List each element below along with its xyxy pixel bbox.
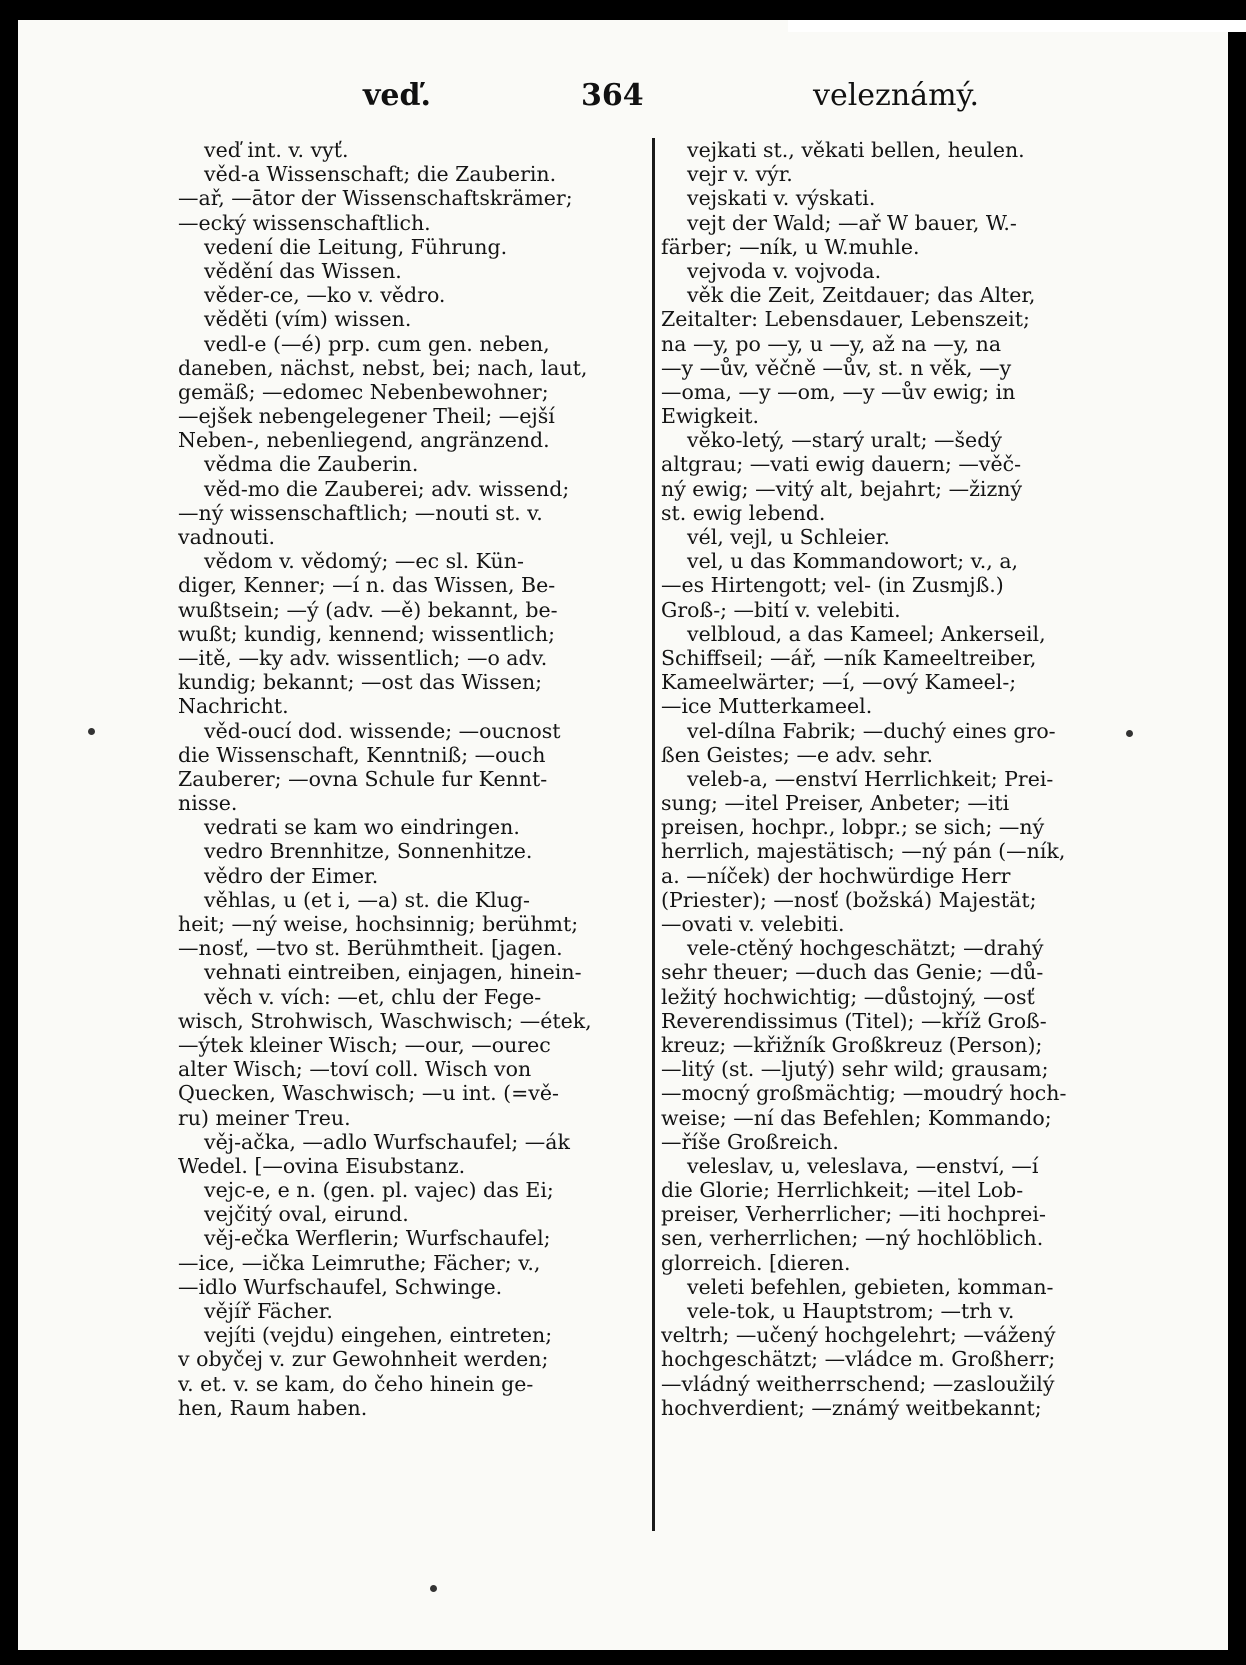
dictionary-line: vědění das Wissen.	[204, 258, 402, 283]
dictionary-line: vejíti (vejdu) eingehen, eintreten;	[204, 1323, 553, 1348]
left-column	[178, 138, 648, 1420]
dictionary-line: velbloud, a das Kameel; Ankerseil,	[687, 621, 1046, 646]
dictionary-line: Wedel. [—ovina Eisubstanz.	[178, 1153, 466, 1178]
dictionary-line: Ewigkeit.	[661, 404, 760, 429]
dictionary-line: hen, Raum haben.	[178, 1395, 368, 1420]
column-divider	[652, 138, 655, 1531]
dictionary-line: vejkati st., věkati bellen, heulen.	[687, 138, 1025, 162]
dictionary-line: vele-tok, u Hauptstrom; —trh v.	[687, 1299, 1015, 1323]
dictionary-line: veleti befehlen, gebieten, komman-	[687, 1274, 1054, 1299]
dictionary-line: —ýtek kleiner Wisch; —our, —ourec	[178, 1032, 551, 1057]
dictionary-line: die Wissenschaft, Kenntniß; —ouch	[178, 742, 546, 767]
dictionary-line: —oma, —y —om, —y —ův ewig; in	[661, 379, 1016, 404]
dictionary-line: ný ewig; —vitý alt, bejahrt; —žizný	[661, 476, 1023, 501]
scan-edge	[788, 20, 1246, 32]
dictionary-line: vehnati eintreiben, einjagen, hinein-	[204, 960, 582, 985]
dictionary-line: weise; —ní das Befehlen; Kommando;	[661, 1105, 1052, 1130]
dictionary-line: —itě, —ky adv. wissentlich; —o adv.	[178, 645, 548, 670]
dictionary-line: —říše Großreich.	[661, 1129, 839, 1154]
dictionary-line: ležitý hochwichtig; —důstojný, —osť	[661, 984, 1035, 1009]
dictionary-line: —ař, —ātor der Wissenschaftskrämer;	[178, 186, 573, 211]
dictionary-line: vejvoda v. vojvoda.	[687, 258, 882, 283]
dictionary-line: vele-ctěný hochgeschätzt; —drahý	[687, 936, 1044, 961]
dictionary-page	[18, 20, 1228, 1650]
dictionary-line: ru) meiner Treu.	[178, 1105, 351, 1130]
guide-word-left: veď.	[363, 78, 431, 113]
dictionary-line: a. —níček) der hochwürdige Herr	[661, 863, 1011, 888]
dictionary-line: vedro Brennhitze, Sonnenhitze.	[204, 839, 533, 864]
ink-speck	[88, 728, 95, 735]
dictionary-line: st. ewig lebend.	[661, 500, 826, 525]
dictionary-line: věd-a Wissenschaft; die Zauberin.	[204, 162, 557, 187]
dictionary-line: vejr v. výr.	[687, 162, 793, 187]
dictionary-line: —ovati v. velebiti.	[661, 912, 845, 936]
dictionary-line: Neben-, nebenliegend, angränzend.	[178, 428, 550, 453]
dictionary-line: —litý (st. —ljutý) sehr wild; grausam;	[661, 1057, 1049, 1082]
dictionary-line: —es Hirtengott; vel- (in Zusmjß.)	[661, 573, 1004, 598]
dictionary-line: —nosť, —tvo st. Berühmtheit. [jagen.	[178, 936, 563, 961]
dictionary-line: altgrau; —vati ewig dauern; —věč-	[661, 452, 1022, 477]
dictionary-line: sen, verherrlichen; —ný hochlöblich.	[661, 1226, 1044, 1251]
dictionary-line: vejskati v. výskati.	[687, 186, 876, 211]
dictionary-line: vědro der Eimer.	[204, 863, 379, 888]
dictionary-line: wußtsein; —ý (adv. —ě) bekannt, be-	[178, 597, 558, 622]
dictionary-line: glorreich. [dieren.	[661, 1250, 851, 1275]
dictionary-line: vedl-e (—é) prp. cum gen. neben,	[204, 331, 550, 356]
dictionary-line: vedení die Leitung, Führung.	[204, 234, 508, 259]
dictionary-line: Quecken, Waschwisch; —u int. (=vě-	[178, 1081, 559, 1106]
dictionary-line: —ice Mutterkameel.	[661, 694, 873, 719]
dictionary-line: věhlas, u (et i, —a) st. die Klug-	[204, 887, 530, 912]
running-header	[18, 78, 1228, 128]
dictionary-line: vél, vejl, u Schleier.	[687, 525, 890, 549]
dictionary-line: vedrati se kam wo eindringen.	[204, 815, 520, 840]
dictionary-line: na —y, po —y, u —y, až na —y, na	[661, 331, 1002, 356]
dictionary-line: nisse.	[178, 791, 238, 816]
dictionary-line: —idlo Wurfschaufel, Schwinge.	[178, 1274, 503, 1299]
dictionary-line: vějíř Fächer.	[204, 1299, 333, 1323]
dictionary-line: preiser, Verherrlicher; —iti hochprei-	[661, 1202, 1046, 1227]
dictionary-line: wußt; kundig, kennend; wissentlich;	[178, 621, 556, 646]
dictionary-line: veď int. v. vyť.	[204, 138, 349, 162]
dictionary-line: —y —ův, věčně —ův, st. n věk, —y	[661, 355, 1012, 380]
dictionary-line: —mocný großmächtig; —moudrý hoch-	[661, 1081, 1067, 1106]
dictionary-line: heit; —ný weise, hochsinnig; berühmt;	[178, 912, 579, 936]
dictionary-line: vědma die Zauberin.	[204, 452, 419, 477]
dictionary-line: Zeitalter: Lebensdauer, Lebenszeit;	[661, 307, 1030, 332]
dictionary-line: Reverendissimus (Titel); —kříž Groß-	[661, 1008, 1047, 1033]
dictionary-line: herrlich, majestätisch; —ný pán (—ník,	[661, 839, 1066, 864]
dictionary-line: vejčitý oval, eirund.	[204, 1202, 409, 1227]
dictionary-line: vel, u das Kommandowort; v., a,	[687, 549, 1019, 574]
dictionary-line: vadnouti.	[178, 525, 275, 549]
dictionary-line: hochverdient; —známý weitbekannt;	[661, 1395, 1042, 1420]
dictionary-line: preisen, hochpr., lobpr.; se sich; —ný	[661, 815, 1045, 840]
dictionary-line: die Glorie; Herrlichkeit; —itel Lob-	[661, 1178, 1024, 1203]
dictionary-line: veleslav, u, veleslava, —enství, —í	[687, 1153, 1039, 1178]
dictionary-line: gemäß; —edomec Nebenbewohner;	[178, 379, 549, 404]
dictionary-line: (Priester); —nosť (božská) Majestät;	[661, 887, 1037, 912]
dictionary-line: veleb-a, —enství Herrlichkeit; Prei-	[687, 766, 1054, 791]
dictionary-line: Groß-; —bití v. velebiti.	[661, 597, 901, 622]
dictionary-line: alter Wisch; —toví coll. Wisch von	[178, 1057, 532, 1082]
dictionary-line: daneben, nächst, nebst, bei; nach, laut,	[178, 355, 588, 380]
dictionary-line: sehr theuer; —duch das Genie; —dů-	[661, 960, 1044, 985]
dictionary-line: vědom v. vědomý; —ec sl. Kün-	[204, 549, 524, 574]
dictionary-line: v. et. v. se kam, do čeho hinein ge-	[178, 1371, 534, 1396]
dictionary-line: věd-mo die Zauberei; adv. wissend;	[204, 476, 570, 501]
dictionary-line: Nachricht.	[178, 694, 289, 719]
dictionary-line: —ejšek nebengelegener Theil; —ejší	[178, 404, 555, 429]
page-number: 364	[581, 78, 644, 113]
dictionary-line: —ice, —ička Leimruthe; Fächer; v.,	[178, 1250, 541, 1275]
dictionary-line: věj-ečka Werflerin; Wurfschaufel;	[204, 1226, 551, 1251]
dictionary-line: věk die Zeit, Zeitdauer; das Alter,	[687, 283, 1036, 308]
dictionary-line: věder-ce, —ko v. vědro.	[204, 283, 446, 308]
dictionary-line: sung; —itel Preiser, Anbeter; —iti	[661, 791, 1010, 816]
dictionary-line: vejt der Wald; —ař W bauer, W.-	[687, 210, 1017, 235]
dictionary-line: věch v. vích: —et, chlu der Fege-	[204, 984, 542, 1009]
dictionary-line: diger, Kenner; —í n. das Wissen, Be-	[178, 573, 556, 598]
dictionary-line: Schiffseil; —ář, —ník Kameeltreiber,	[661, 645, 1037, 670]
dictionary-line: vel-dílna Fabrik; —duchý eines gro-	[687, 718, 1056, 743]
dictionary-line: veltrh; —učený hochgelehrt; —vážený	[661, 1323, 1056, 1348]
right-column	[661, 138, 1149, 1420]
dictionary-line: hochgeschätzt; —vládce m. Großherr;	[661, 1347, 1056, 1372]
dictionary-line: věd-oucí dod. wissende; —oucnost	[204, 718, 561, 743]
dictionary-line: kreuz; —křižník Großkreuz (Person);	[661, 1032, 1043, 1057]
dictionary-line: vejc-e, e n. (gen. pl. vajec) das Ei;	[204, 1178, 554, 1203]
dictionary-line: Kameelwärter; —í, —ový Kameel-;	[661, 670, 1017, 695]
dictionary-line: —ecký wissenschaftlich.	[178, 210, 431, 235]
dictionary-line: věděti (vím) wissen.	[204, 307, 412, 332]
ink-speck	[430, 1585, 437, 1592]
dictionary-line: wisch, Strohwisch, Waschwisch; —étek,	[178, 1008, 592, 1033]
dictionary-line: —vládný weitherrschend; —zasloužilý	[661, 1371, 1055, 1396]
dictionary-line: färber; —ník, u W.muhle.	[661, 234, 920, 259]
dictionary-line: kundig; bekannt; —ost das Wissen;	[178, 670, 543, 695]
guide-word-right: veleznámý.	[813, 78, 980, 113]
dictionary-line: věj-ačka, —adlo Wurfschaufel; —ák	[204, 1129, 570, 1154]
dictionary-line: Zauberer; —ovna Schule fur Kennt-	[178, 766, 548, 791]
dictionary-line: v obyčej v. zur Gewohnheit werden;	[178, 1347, 549, 1372]
dictionary-line: —ný wissenschaftlich; —nouti st. v.	[178, 500, 543, 525]
dictionary-line: věko-letý, —starý uralt; —šedý	[687, 428, 1002, 453]
ink-speck	[1126, 730, 1133, 737]
dictionary-line: ßen Geistes; —e adv. sehr.	[661, 742, 934, 767]
